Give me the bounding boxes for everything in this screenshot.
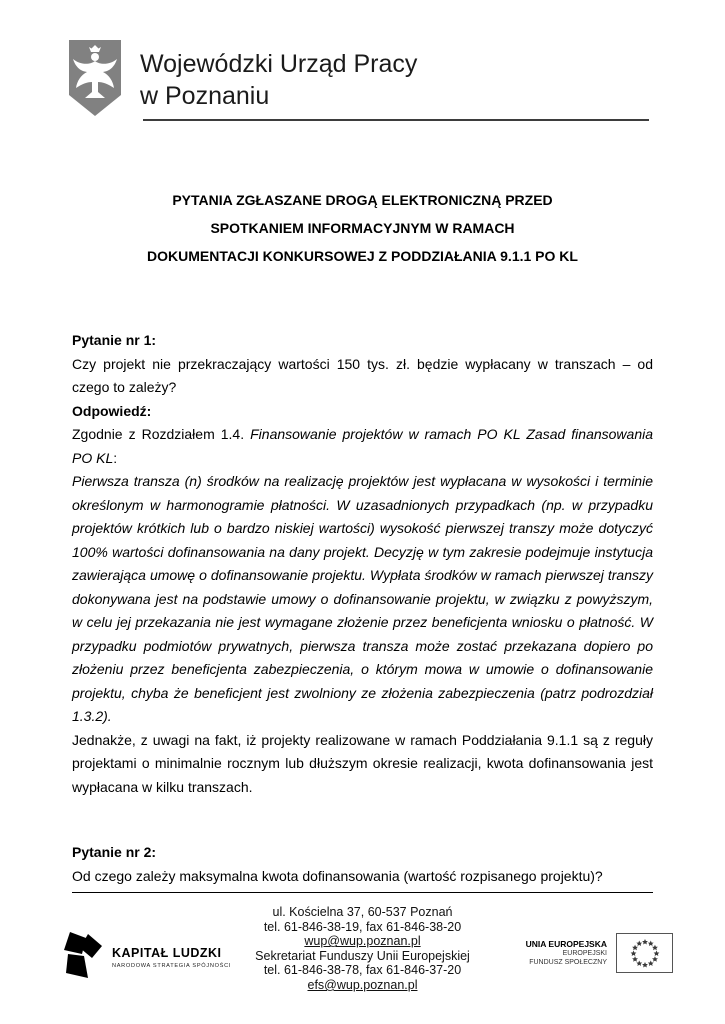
answer-1-intro-italic: Finansowanie projektów w ramach PO KL Zasad finansowania PO KL	[72, 426, 654, 466]
footer-address: ul. Kościelna 37, 60-537 Poznań	[272, 905, 453, 919]
answer-1-quote: Pierwsza transza (n) środków na realizację projektów jest wypłacana w wysokości i terminie określonym w harmonogramie płatności. W uzasadnionych przypadkach (np. w przypadku projektów krótkich lub o bardzo niskiej wartości) wysokość pierwszej transzy może dotyczyć 100% wartości dofinansowania na dany projekt. Decyzję w tym zakresie podejmuje instytucja zawierająca umowę o dofinansowanie projektu. Wypłata środków w ramach pierwszej transzy dokonywana jest na podstawie umowy o dofinansowanie projektu, w związku z powyższym, w celu jej przekazania nie jest wymagane złożenie przez beneficjenta wniosku o płatność. W przypadku podmiotów prywatnych, pierwsza transza może zostać przekazana dopiero po złożeniu przez beneficjenta zabezpieczenia, o którym mowa w umowie o dofinansowanie projektu, chyba że beneficjent jest zwolniony ze złożenia zabezpieczenia (patrz podrozdział 1.3.2).	[72, 473, 653, 724]
footer-email-link-2[interactable]: efs@wup.poznan.pl	[307, 977, 418, 992]
header-divider	[143, 119, 649, 121]
answer-1-intro	[72, 423, 653, 470]
question-1-text: Czy projekt nie przekraczający wartości 150 tys. zł. będzie wypłacany w transzach – od czego to zależy?	[72, 355, 653, 395]
org-name-line2: w Poznaniu	[140, 82, 270, 110]
answer-1-label: Odpowiedź:	[72, 402, 152, 419]
eu-emblem	[526, 933, 673, 973]
footer-email-link-1[interactable]: wup@wup.poznan.pl	[304, 934, 421, 949]
org-name-line1: Wojewódzki Urząd Pracy	[140, 50, 418, 78]
document-title	[72, 186, 653, 270]
footer-divider	[72, 892, 653, 893]
header	[68, 40, 417, 121]
eu-flag-icon	[616, 933, 673, 973]
kapital-ludzki-title: KAPITAŁ LUDZKI	[112, 946, 222, 960]
title-line3: DOKUMENTACJI KONKURSOWEJ Z PODDZIAŁANIA 9.1.1 PO KL	[147, 248, 578, 264]
document-body	[72, 329, 653, 888]
footer-phone-2: tel. 61-846-38-78, fax 61-846-37-20	[263, 963, 462, 978]
question-2-label: Pytanie nr 2:	[72, 844, 157, 860]
title-line1: PYTANIA ZGŁASZANE DROGĄ ELEKTRONICZNĄ PRZED	[172, 192, 553, 208]
kapital-ludzki-emblem-icon	[62, 932, 102, 983]
kapital-ludzki-text	[112, 946, 231, 969]
answer-1-intro-normal: Zgodnie z Rozdziałem 1.4.	[72, 426, 251, 442]
answer-1-closing: Jednakże, z uwagi na fakt, iż projekty realizowane w ramach Poddziałania 9.1.1 są z reguły projektami o minimalnie rocznym lub dłuższym okresie realizacji, kwota dofinansowania jest wypłacana w kilku transzach.	[72, 731, 653, 795]
footer-phone-1: tel. 61-846-38-19, fax 61-846-38-20	[263, 919, 462, 934]
eu-line-3: FUNDUSZ SPOŁECZNY	[529, 959, 607, 966]
answer-1-intro-colon: :	[113, 449, 118, 466]
question-1-label: Pytanie nr 1:	[72, 332, 157, 348]
eu-emblem-text	[526, 939, 607, 967]
title-line2: SPOTKANIEM INFORMACYJNYM W RAMACH	[210, 220, 515, 236]
kapital-ludzki-subtitle: NARODOWA STRATEGIA SPÓJNOŚCI	[112, 963, 232, 969]
kapital-ludzki-logo	[62, 932, 231, 983]
eu-line-1: UNIA EUROPEJSKA	[525, 939, 607, 949]
wup-eagle-logo-icon	[68, 40, 122, 121]
org-name	[140, 40, 417, 112]
eu-line-2: EUROPEJSKI	[562, 950, 607, 957]
footer-department: Sekretariat Funduszy Unii Europejskiej	[255, 948, 470, 963]
question-2-text: Od czego zależy maksymalna kwota dofinansowania (wartość rozpisanego projektu)?	[72, 867, 603, 884]
